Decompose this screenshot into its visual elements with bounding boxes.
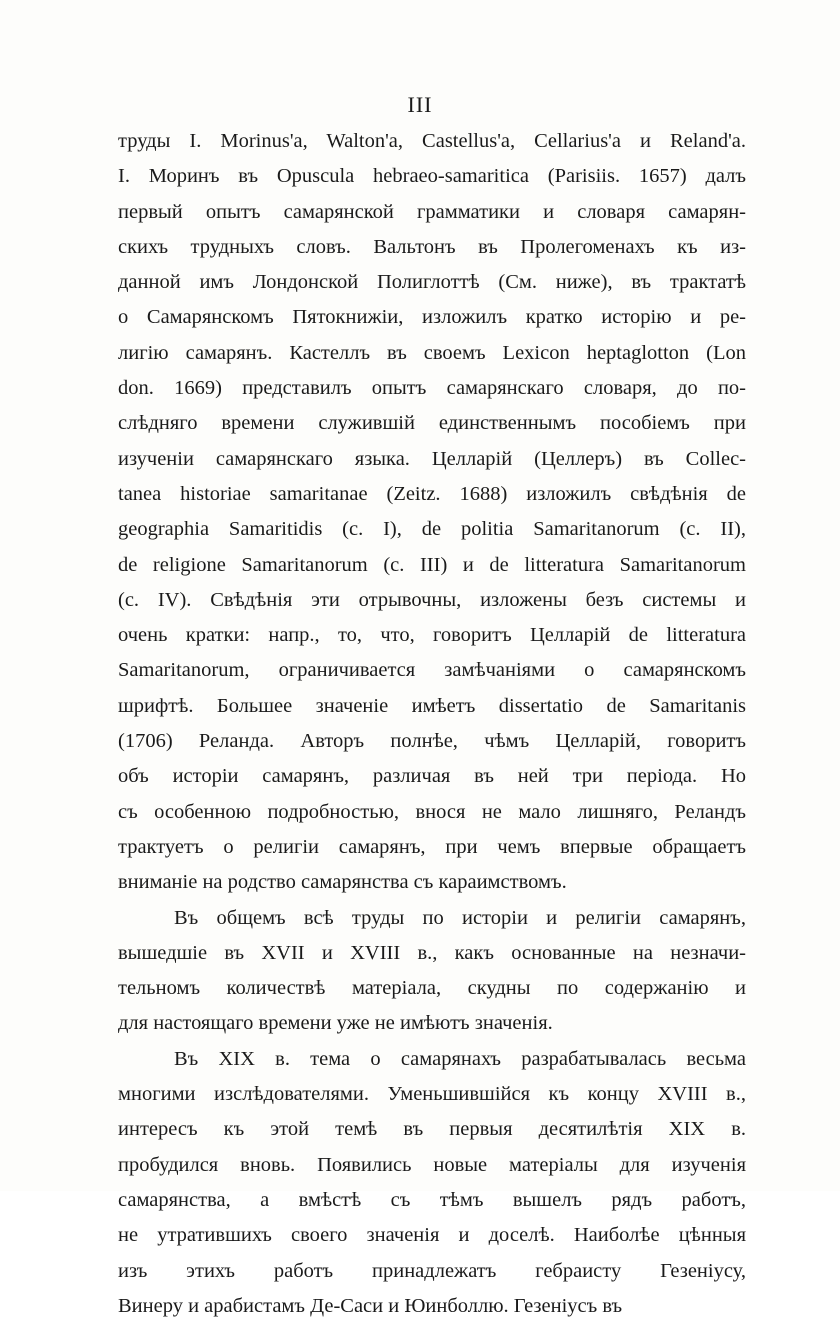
text-line: для настоящаго времени уже не имѣютъ значенія.	[118, 1012, 553, 1035]
text-line: пробудился вновь. Появились новые матеріалы для изученія	[118, 1153, 746, 1176]
text-line: данной имъ Лондонской Полиглоттѣ (См. ниже), въ трактатѣ	[118, 271, 746, 294]
paragraph	[118, 901, 746, 1042]
paragraph	[118, 1042, 746, 1324]
text-line: съ особенною подробностью, внося не мало лишняго, Реландъ	[118, 800, 746, 823]
text-line: (c. IV). Свѣдѣнія эти отрывочны, изложены безъ системы и	[118, 588, 746, 611]
text-line: многими изслѣдователями. Уменьшившійся къ концу XVIII в.,	[118, 1083, 746, 1106]
text-line: самарянства, а вмѣстѣ съ тѣмъ вышелъ рядъ работъ,	[118, 1188, 746, 1211]
text-line: (1706) Реланда. Авторъ полнѣе, чѣмъ Целларій, говоритъ	[118, 730, 746, 753]
text-line: скихъ трудныхъ словъ. Вальтонъ въ Пролегоменахъ къ из-	[118, 235, 746, 258]
text-line: I. Моринъ въ Opuscula hebraeo-samaritica (Parisiis. 1657) далъ	[118, 165, 746, 188]
text-line: слѣдняго времени служившій единственнымъ пособіемъ при	[118, 412, 746, 435]
text-line: geographia Samaritidis (c. I), de politia Samaritanorum (c. II),	[118, 518, 746, 541]
text-line: о Самарянскомъ Пятокнижіи, изложилъ кратко исторію и ре-	[118, 306, 746, 329]
text-line: изъ этихъ работъ принадлежатъ гебраисту Гезеніусу,	[118, 1259, 746, 1282]
text-line: tanea historiae samaritanae (Zeitz. 1688) изложилъ свѣдѣнія de	[118, 482, 746, 505]
page-number: III	[407, 92, 433, 117]
text-line: тельномъ количествѣ матеріала, скудны по содержанію и	[118, 977, 746, 1000]
paragraph	[118, 124, 746, 901]
body-text	[118, 124, 746, 1324]
text-line: de religione Samaritanorum (c. III) и de litteratura Samaritanorum	[118, 553, 746, 576]
text-line: вниманіе на родство самарянства съ караимствомъ.	[118, 871, 567, 894]
text-line: первый опытъ самарянской грамматики и словаря самарян-	[118, 200, 746, 223]
text-line: Винеру и арабистамъ Де-Саси и Юинболлю. Гезеніусъ въ	[118, 1294, 623, 1317]
text-line: вышедшіе въ XVII и XVIII в., какъ основанные на незначи-	[118, 941, 746, 964]
text-line: Въ общемъ всѣ труды по исторіи и религіи самарянъ,	[174, 906, 746, 929]
text-line: не утратившихъ своего значенія и доселѣ. Наиболѣе цѣнныя	[118, 1224, 746, 1247]
text-line: Samaritanorum, ограничивается замѣчаніями о самарянскомъ	[118, 659, 746, 682]
text-line: лигію самарянъ. Кастеллъ въ своемъ Lexicon heptaglotton (Lon	[118, 341, 746, 364]
text-line: изученіи самарянскаго языка. Целларій (Целлеръ) въ Collec-	[118, 447, 746, 470]
text-line: шрифтѣ. Большее значеніе имѣетъ dissertatio de Samaritanis	[118, 694, 746, 717]
text-line: Въ XIX в. тема о самарянахъ разрабатывалась весьма	[174, 1047, 746, 1070]
text-line: трактуетъ о религіи самарянъ, при чемъ впервые обращаетъ	[118, 835, 746, 858]
text-line: don. 1669) представилъ опытъ самарянскаго словаря, до по-	[118, 377, 746, 400]
text-line: объ исторіи самарянъ, различая въ ней три періода. Но	[118, 765, 746, 788]
text-line: труды I. Morinus'a, Walton'a, Castellus'a, Cellarius'a и Reland'a.	[118, 130, 746, 152]
text-line: интересъ къ этой темѣ въ первыя десятилѣтія XIX в.	[118, 1118, 746, 1141]
text-line: очень кратки: напр., то, что, говоритъ Целларій de litteratura	[118, 624, 746, 647]
